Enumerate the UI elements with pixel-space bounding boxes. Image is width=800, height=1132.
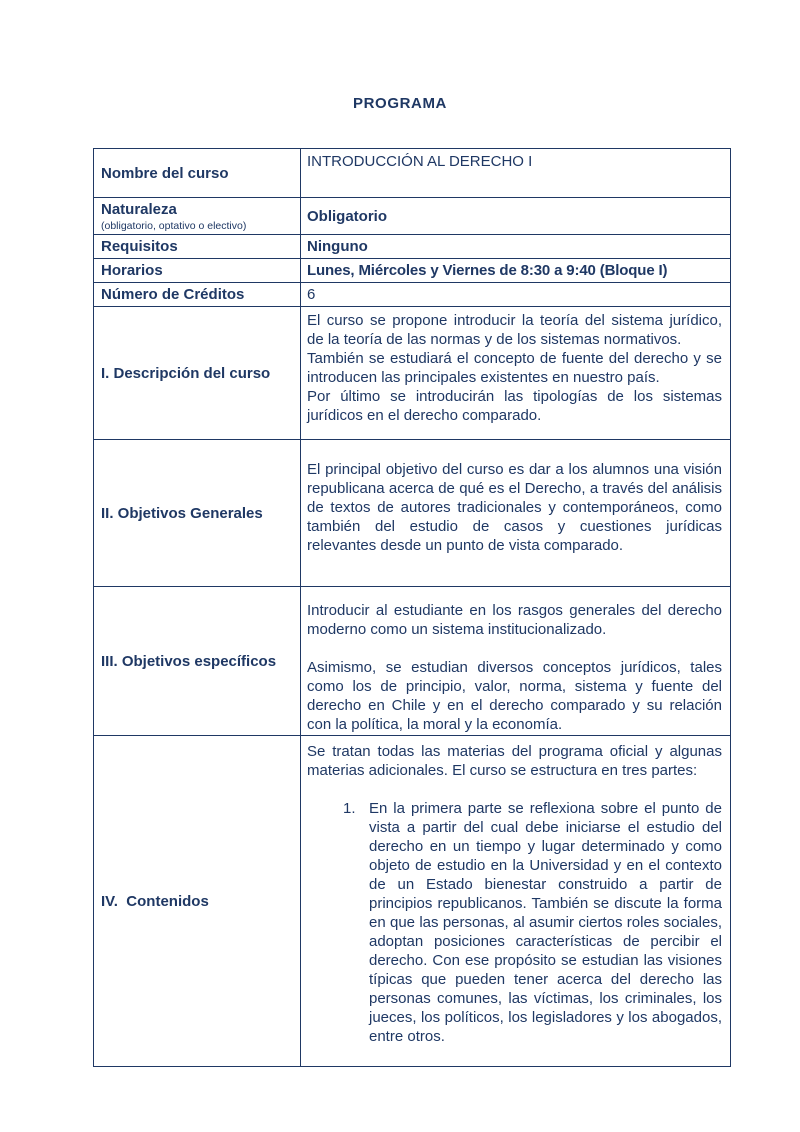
course-name: INTRODUCCIÓN AL DERECHO I: [307, 153, 533, 170]
row-label-naturaleza: [94, 198, 301, 234]
row-value-nombre-curso: [301, 149, 730, 197]
list-item-text: En la primera parte se reflexiona sobre el punto de vista a partir del cual debe iniciarse el estudio del derecho en un tiempo y lugar determinado y como objeto de estudio en la Universidad y en el contexto de un Estado bienestar construido a partir de principios republicanos. También se discute la forma en que las personas, al asumir ciertos roles sociales, adoptan posiciones características de percibir el derecho. Con ese propósito se estudian las visiones típicas que pueden tener acerca del derecho las personas comunes, las víctimas, los criminales, los jueces, los políticos, los legisladores y los abogados, entre otros.: [369, 800, 722, 1045]
row-label-contenidos: [94, 736, 301, 1066]
specific-objectives-paragraph: Asimismo, se estudian diversos conceptos jurídicos, tales como los de principio, valor, norma, sistema y fuente del derecho en Chile y en el derecho comparado y su relación con la política, la moral y la economía.: [307, 659, 722, 733]
table-row-naturaleza: [94, 198, 730, 235]
row-value-objetivos-especificos: [301, 587, 730, 735]
description-paragraph: El curso se propone introducir la teoría del sistema jurídico, de la teoría de las normas y de los sistemas normativos.: [307, 312, 722, 348]
table-row-creditos: [94, 283, 730, 307]
row-label-requisitos: [94, 235, 301, 258]
row-value-requisitos: [301, 235, 730, 258]
course-schedule: Lunes, Miércoles y Viernes de 8:30 a 9:40 (Bloque I): [307, 262, 668, 279]
row-label-text: II. Objetivos Generales: [101, 504, 263, 522]
table-row-contenidos: [94, 736, 730, 1066]
general-objectives-paragraph: El principal objetivo del curso es dar a los alumnos una visión republicana acerca de qué es el Derecho, a través del análisis de textos de autores tradicionales y contemporáneos, como también del estudio de casos y cuestiones jurídicas relevantes desde un punto de vista comparado.: [307, 461, 722, 554]
row-value-descripcion: [301, 307, 730, 439]
row-label-text: III. Objetivos específicos: [101, 652, 277, 670]
page-title: PROGRAMA: [353, 95, 447, 112]
description-paragraph: También se estudiará el concepto de fuente del derecho y se introducen las principales existentes en nuestro país.: [307, 350, 722, 386]
row-label-text: Horarios: [101, 262, 163, 279]
course-requirements: Ninguno: [307, 238, 368, 255]
table-row-objetivos-especificos: [94, 587, 730, 736]
table-row-nombre-curso: [94, 149, 730, 198]
row-value-contenidos: [301, 736, 730, 1066]
table-row-descripcion: [94, 307, 730, 440]
row-label-text: Número de Créditos: [101, 286, 245, 303]
row-label-descripcion: [94, 307, 301, 439]
row-value-naturaleza: [301, 198, 730, 234]
specific-objectives-paragraph: Introducir al estudiante en los rasgos generales del derecho moderno como un sistema institucionalizado.: [307, 602, 722, 638]
row-value-objetivos-generales: [301, 440, 730, 586]
contents-list-item: [343, 799, 722, 1046]
row-label-text: Requisitos: [101, 238, 178, 255]
course-credits: 6: [307, 286, 316, 303]
table-row-requisitos: [94, 235, 730, 259]
list-item-number: 1.: [343, 800, 356, 817]
row-label-objetivos-generales: [94, 440, 301, 586]
table-row-objetivos-generales: [94, 440, 730, 587]
row-label-horarios: [94, 259, 301, 282]
row-label-text: I. Descripción del curso: [101, 364, 271, 382]
row-label-text: IV. Contenidos: [101, 892, 209, 910]
row-label-creditos: [94, 283, 301, 306]
row-label-objetivos-especificos: [94, 587, 301, 735]
row-label-text: Naturaleza: [101, 201, 177, 218]
description-paragraph: Por último se introducirán las tipologías de los sistemas jurídicos en el derecho comparado.: [307, 388, 722, 424]
table-row-horarios: [94, 259, 730, 283]
row-value-horarios: [301, 259, 730, 282]
row-label-nombre-curso: [94, 149, 301, 197]
course-nature: Obligatorio: [307, 207, 387, 225]
row-label-text: Nombre del curso: [101, 164, 229, 182]
program-table: [93, 148, 731, 1067]
contents-list: [307, 799, 722, 1046]
row-sublabel-text: (obligatorio, optativo o electivo): [101, 220, 247, 232]
contents-intro: Se tratan todas las materias del programa oficial y algunas materias adicionales. El curso se estructura en tres partes:: [307, 743, 722, 779]
row-value-creditos: [301, 283, 730, 306]
